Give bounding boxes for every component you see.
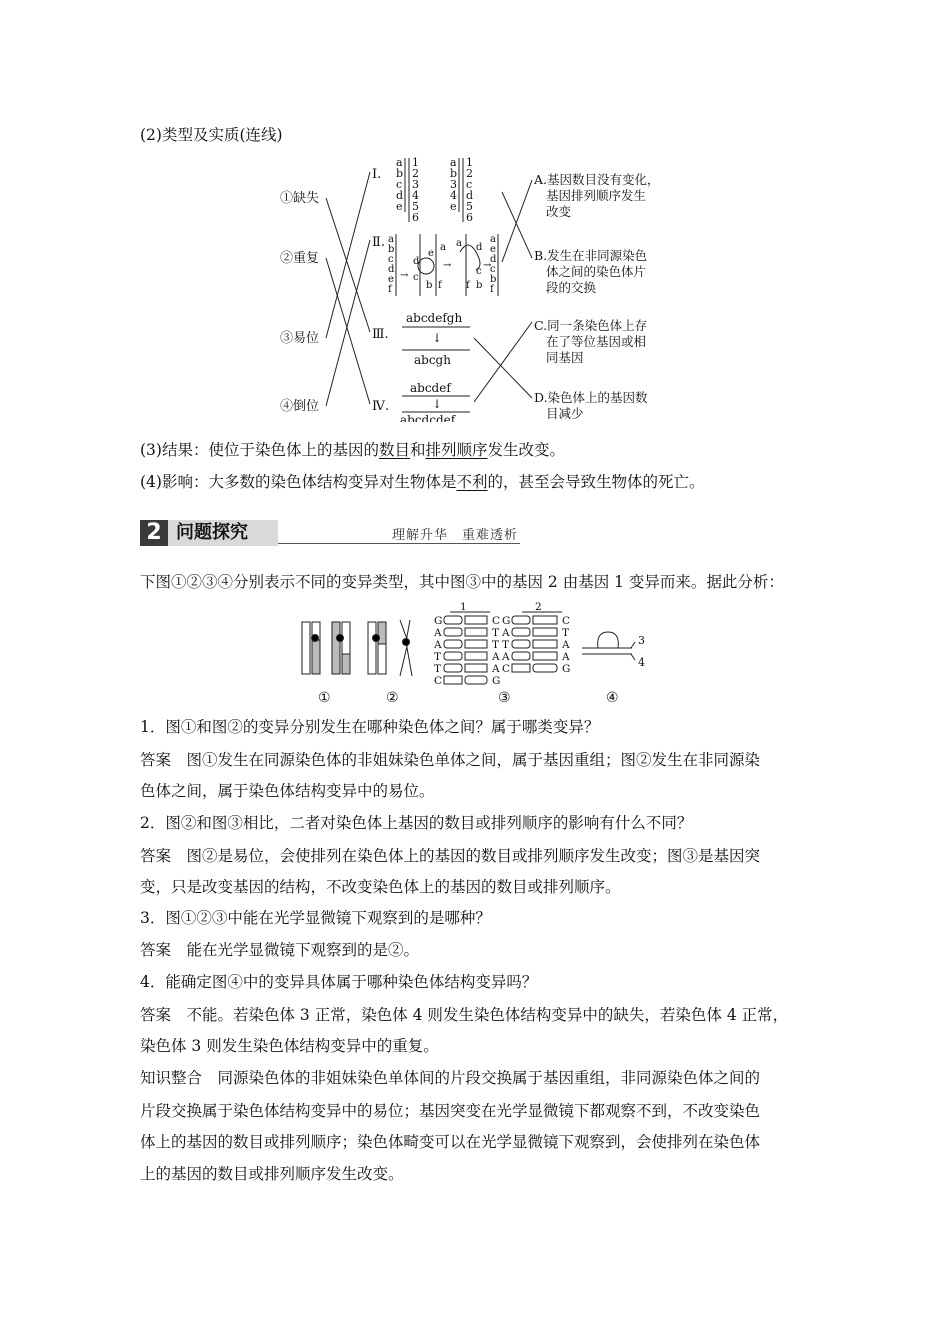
- svg-text:f: f: [438, 280, 442, 291]
- svg-text:A: A: [434, 627, 442, 639]
- left-item-2: ②重复: [280, 251, 320, 266]
- svg-text:1: 1: [412, 156, 419, 169]
- svg-text:b: b: [426, 280, 433, 291]
- effect-paragraph: (4)影响：大多数的染色体结构变异对生物体是不利的，甚至会导致生物体的死亡。: [140, 473, 705, 491]
- svg-text:6: 6: [466, 211, 473, 224]
- fig-label-2: ②: [386, 690, 399, 706]
- svg-text:abcdef: abcdef: [410, 381, 451, 395]
- svg-text:→: →: [483, 260, 492, 271]
- svg-text:在了等位基因或相: 在了等位基因或相: [546, 334, 647, 349]
- figure-4-loop: [582, 632, 635, 660]
- svg-text:f: f: [388, 284, 392, 295]
- answer-1-line-2: 色体之间，属于染色体结构变异中的易位。: [140, 782, 435, 800]
- svg-text:A.基因数目没有变化，: A.基因数目没有变化，: [534, 172, 660, 187]
- svg-text:↓: ↓: [432, 397, 443, 411]
- svg-text:a: a: [440, 242, 446, 253]
- svg-text:b: b: [450, 167, 458, 180]
- svg-text:d: d: [396, 189, 404, 202]
- svg-text:b: b: [388, 244, 395, 255]
- svg-text:6: 6: [412, 211, 419, 224]
- svg-text:G: G: [502, 615, 511, 627]
- svg-text:abcdefgh: abcdefgh: [406, 311, 463, 325]
- chrom-3-label: 3: [638, 634, 645, 647]
- svg-text:→: →: [443, 260, 452, 271]
- svg-text:D.染色体上的基因数: D.染色体上的基因数: [534, 390, 648, 405]
- answer-2-line-1: 答案 图②是易位，会使排列在染色体上的基因的数目或排列顺序发生改变；图③是基因突: [140, 847, 761, 865]
- svg-text:C: C: [434, 675, 443, 687]
- svg-text:T: T: [492, 639, 500, 651]
- svg-text:b: b: [476, 280, 483, 291]
- svg-text:e: e: [388, 274, 394, 285]
- roman-4: Ⅳ.: [372, 399, 390, 414]
- answer-1-line-1: 答案 图①发生在同源染色体的非姐妹染色单体之间，属于基因重组；图②发生在非同源染: [140, 751, 761, 769]
- svg-text:e: e: [450, 200, 457, 213]
- figure-3-dna: [433, 602, 570, 687]
- question-2: 2．图②和图③相比，二者对染色体上基因的数目或排列顺序的影响有什么不同？: [140, 814, 693, 832]
- svg-text:c: c: [490, 264, 496, 275]
- svg-text:G: G: [492, 675, 501, 687]
- figure-1-chromosomes: [302, 622, 350, 674]
- roman-3: Ⅲ.: [372, 327, 389, 342]
- left-item-4: ④倒位: [280, 399, 320, 414]
- type-ii-figure: [388, 234, 498, 296]
- svg-text:A: A: [502, 651, 510, 663]
- svg-text:3: 3: [450, 178, 457, 191]
- answer-4-line-2: 染色体 3 则发生染色体结构变异中的重复。: [140, 1037, 439, 1055]
- svg-text:A: A: [434, 639, 442, 651]
- svg-text:改变: 改变: [546, 204, 572, 219]
- fig-label-4: ④: [606, 690, 619, 706]
- svg-text:T: T: [502, 639, 510, 651]
- svg-text:d: d: [476, 242, 483, 253]
- underline-harmful: 不利: [456, 473, 488, 491]
- svg-text:abcdcdef: abcdcdef: [400, 413, 456, 422]
- answer-4-line-1: 答案 不能。若染色体 3 正常，染色体 4 则发生染色体结构变异中的缺失，若染色体 4 正常，: [140, 1006, 789, 1024]
- type-iv-figure: [400, 381, 470, 422]
- svg-text:A: A: [502, 627, 510, 639]
- chrom-4-label: 4: [638, 656, 645, 669]
- svg-text:A: A: [492, 651, 500, 663]
- summary-line-3: 体上的基因的数目或排列顺序；染色体畸变可以在光学显微镜下观察到，会使排列在染色体: [140, 1133, 761, 1151]
- svg-text:1: 1: [460, 602, 467, 613]
- heading-types: (2)类型及实质(连线): [140, 126, 283, 144]
- svg-text:e: e: [490, 244, 496, 255]
- svg-text:↓: ↓: [432, 331, 443, 345]
- right-match-lines: [474, 180, 532, 402]
- svg-text:f: f: [466, 280, 470, 291]
- svg-text:A: A: [562, 639, 570, 651]
- answer-2-line-2: 变，只是改变基因的结构，不改变染色体上的基因的数目或排列顺序。: [140, 878, 621, 896]
- question-1: 1．图①和图②的变异分别发生在哪种染色体之间？属于哪类变异？: [140, 718, 600, 736]
- svg-text:a: a: [450, 156, 457, 169]
- svg-text:4: 4: [412, 189, 419, 202]
- section-subtitle: 理解升华 重难透析: [391, 528, 518, 543]
- svg-text:1: 1: [466, 156, 473, 169]
- svg-text:体之间的染色体片: 体之间的染色体片: [546, 264, 647, 279]
- svg-text:abcgh: abcgh: [414, 353, 451, 367]
- svg-text:C: C: [502, 663, 511, 675]
- left-item-3: ③易位: [280, 331, 320, 346]
- summary-line-4: 上的基因的数目或排列顺序发生改变。: [140, 1165, 404, 1183]
- type-iii-figure: [402, 311, 470, 367]
- roman-1: Ⅰ.: [372, 167, 382, 182]
- svg-text:a: a: [396, 156, 403, 169]
- left-match-lines: [326, 172, 370, 406]
- type-i-figure: [396, 156, 473, 224]
- svg-text:基因排列顺序发生: 基因排列顺序发生: [546, 188, 647, 203]
- svg-text:2: 2: [466, 167, 473, 180]
- figure-2-chromosomes: [368, 620, 412, 676]
- section-rule: [278, 543, 520, 544]
- svg-text:b: b: [396, 167, 404, 180]
- matching-diagram: [270, 152, 690, 422]
- result-paragraph: (3)结果：使位于染色体上的基因的数目和排列顺序发生改变。: [140, 441, 566, 459]
- svg-text:c: c: [413, 272, 419, 283]
- section-title: 问题探究: [168, 520, 278, 546]
- svg-text:同基因: 同基因: [546, 350, 584, 365]
- svg-text:d: d: [466, 189, 474, 202]
- svg-text:d: d: [490, 254, 497, 265]
- left-item-1: ①缺失: [280, 191, 320, 206]
- svg-text:A: A: [492, 663, 500, 675]
- svg-text:G: G: [562, 663, 571, 675]
- underline-order: 排列顺序: [425, 441, 488, 459]
- svg-text:C: C: [492, 615, 501, 627]
- svg-text:3: 3: [412, 178, 419, 191]
- svg-text:2: 2: [412, 167, 419, 180]
- svg-text:段的交换: 段的交换: [546, 280, 597, 295]
- underline-count: 数目: [378, 441, 410, 459]
- svg-text:c: c: [388, 254, 394, 265]
- roman-2: Ⅱ.: [372, 235, 385, 250]
- svg-text:e: e: [396, 200, 403, 213]
- svg-text:b: b: [490, 274, 497, 285]
- svg-text:e: e: [428, 248, 434, 259]
- svg-text:d: d: [388, 264, 395, 275]
- svg-text:4: 4: [450, 189, 457, 202]
- svg-text:G: G: [434, 615, 443, 627]
- svg-text:a: a: [456, 238, 462, 249]
- svg-text:5: 5: [466, 200, 473, 213]
- right-items: [533, 172, 660, 421]
- svg-text:f: f: [490, 284, 494, 295]
- svg-text:c: c: [476, 266, 482, 277]
- svg-text:T: T: [434, 651, 442, 663]
- section-number: 2: [140, 520, 168, 546]
- section-header: [140, 520, 520, 546]
- svg-text:T: T: [492, 627, 500, 639]
- fig-label-3: ③: [498, 690, 511, 706]
- svg-text:目减少: 目减少: [546, 406, 584, 421]
- summary-line-1: 知识整合 同源染色体的非姐妹染色单体间的片段交换属于基因重组，非同源染色体之间的: [140, 1069, 761, 1087]
- svg-text:2: 2: [535, 602, 542, 613]
- svg-text:A: A: [562, 651, 570, 663]
- svg-text:C: C: [562, 615, 571, 627]
- mutation-figure: [290, 602, 670, 708]
- svg-text:T: T: [562, 627, 570, 639]
- svg-text:a: a: [388, 234, 394, 245]
- svg-text:c: c: [466, 178, 473, 191]
- question-4: 4．能确定图④中的变异具体属于哪种染色体结构变异吗？: [140, 973, 538, 991]
- svg-text:→: →: [400, 270, 409, 281]
- fig-label-1: ①: [318, 690, 331, 706]
- answer-3: 答案 能在光学显微镜下观察到的是②。: [140, 941, 420, 959]
- svg-text:a: a: [490, 234, 496, 245]
- summary-line-2: 片段交换属于染色体结构变异中的易位；基因突变在光学显微镜下都观察不到，不改变染色: [140, 1102, 761, 1120]
- question-3: 3．图①②③中能在光学显微镜下观察到的是哪种？: [140, 909, 491, 927]
- svg-text:B.发生在非同源染色: B.发生在非同源染色: [534, 248, 648, 263]
- svg-text:C.同一条染色体上存: C.同一条染色体上存: [534, 318, 648, 333]
- svg-text:5: 5: [412, 200, 419, 213]
- svg-text:T: T: [434, 663, 442, 675]
- intro-paragraph: 下图①②③④分别表示不同的变异类型，其中图③中的基因 2 由基因 1 变异而来。据此分析：: [140, 573, 784, 591]
- svg-text:c: c: [396, 178, 403, 191]
- svg-text:d: d: [413, 256, 420, 267]
